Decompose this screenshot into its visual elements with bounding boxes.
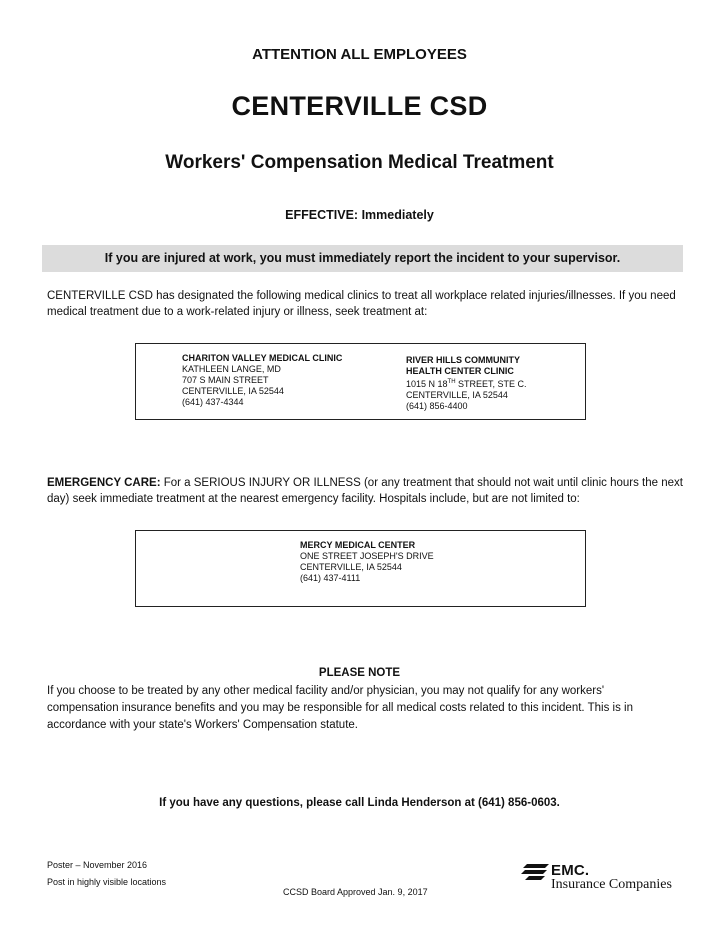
effective-line xyxy=(0,208,719,222)
document-subtitle: Workers' Compensation Medical Treatment xyxy=(165,152,554,173)
clinic-address-2 xyxy=(406,355,527,412)
hospital-box xyxy=(135,530,586,607)
emergency-care-paragraph xyxy=(47,475,687,507)
please-note-heading: PLEASE NOTE xyxy=(318,667,401,679)
clinic-1-phone: (641) 437-4344 xyxy=(182,397,244,407)
clinic-1-street: 707 S MAIN STREET xyxy=(182,375,269,385)
effective-label: EFFECTIVE: xyxy=(285,208,359,222)
clinic-1-doctor: KATHLEEN LANGE, MD xyxy=(182,364,281,374)
attention-heading: ATTENTION ALL EMPLOYEES xyxy=(252,46,467,63)
hospital-address xyxy=(300,540,434,584)
hospital-street: ONE STREET JOSEPH'S DRIVE xyxy=(300,551,434,561)
report-incident-banner: If you are injured at work, you must immediately report the incident to your supervisor. xyxy=(42,245,683,272)
clinic-2-street xyxy=(406,377,527,390)
poster-date: Poster – November 2016 xyxy=(47,860,148,870)
posting-instruction: Post in highly visible locations xyxy=(47,877,167,887)
clinic-1-city: CENTERVILLE, IA 52544 xyxy=(182,386,284,396)
clinic-2-street-suffix: TH xyxy=(447,379,456,385)
emc-logo-subtitle: Insurance Companies xyxy=(551,877,672,892)
emergency-text: For a SERIOUS INJURY OR ILLNESS (or any treatment that should not wait until clinic hours the next day) seek immediate treatment at the nearest emergency facility. Hospitals include, but are not limited to: xyxy=(47,477,683,505)
please-note-body: If you choose to be treated by any other medical facility and/or physician, you may not qualify for any workers' compensation insurance benefits and you may be responsible for all medical costs related to this incident. This is in accordance with your state's Workers' Compensation statute. xyxy=(47,685,633,731)
clinic-2-street-number: 1015 N 18 xyxy=(406,379,448,389)
clinic-2-street-rest: STREET, STE C. xyxy=(455,379,527,389)
hospital-city: CENTERVILLE, IA 52544 xyxy=(300,562,402,572)
clinic-2-phone: (641) 856-4400 xyxy=(406,401,468,411)
emc-insurance-logo xyxy=(521,862,681,896)
questions-contact-line: If you have any questions, please call Linda Henderson at (641) 856-0603. xyxy=(159,797,560,809)
board-approval-note: CCSD Board Approved Jan. 9, 2017 xyxy=(283,887,428,897)
emc-logo-wordmark: EMC. xyxy=(551,862,590,879)
clinic-address-1 xyxy=(182,353,342,408)
clinic-2-city: CENTERVILLE, IA 52544 xyxy=(406,390,508,400)
clinics-box xyxy=(135,343,586,420)
clinic-1-name: CHARITON VALLEY MEDICAL CLINIC xyxy=(182,353,343,363)
emergency-label: EMERGENCY CARE: xyxy=(47,477,161,489)
clinic-2-name-line1: RIVER HILLS COMMUNITY xyxy=(406,355,520,365)
emc-logo-icon xyxy=(521,864,549,882)
clinic-2-name-line2: HEALTH CENTER CLINIC xyxy=(406,366,514,376)
intro-paragraph: CENTERVILLE CSD has designated the following medical clinics to treat all workplace related injuries/illnesses. If you need medical treatment due to a work-related injury or illness, seek treatment at: xyxy=(47,290,676,318)
hospital-phone: (641) 437-4111 xyxy=(300,573,361,583)
hospital-name: MERCY MEDICAL CENTER xyxy=(300,540,416,550)
effective-value: Immediately xyxy=(361,208,434,222)
organization-title: CENTERVILLE CSD xyxy=(231,91,488,121)
